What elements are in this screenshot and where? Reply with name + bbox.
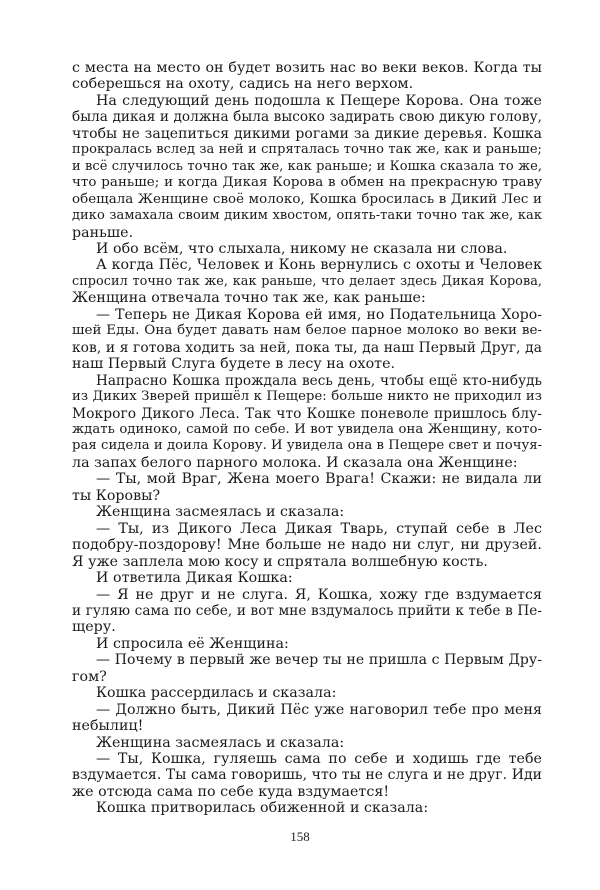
text-line: Я уже заплела мою косу и спрятала волшебную кость. <box>72 553 488 570</box>
text-line: вздумается. Ты сама говоришь, что ты не слуга и не друг. Иди <box>72 767 542 784</box>
body-text <box>72 60 542 817</box>
text-line: — Ты, из Дикого Леса Дикая Тварь, ступай себе в Лес <box>96 520 542 537</box>
page-number: 158 <box>290 829 310 844</box>
text-line: с места на место он будет возить нас во веки веков. Когда ты <box>72 60 542 76</box>
text-line: И обо всём, что слыхала, никому не сказала ни слова. <box>96 240 508 257</box>
text-line: чтобы не зацепиться дикими рогами за дикие деревья. Кошка <box>72 125 542 142</box>
text-line: Мокрого Дикого Леса. Так что Кошке поневоле пришлось блу- <box>72 405 542 422</box>
text-line: — Должно быть, Дикий Пёс уже наговорил тебе про меня <box>96 701 542 718</box>
text-line: ла запах белого парного молока. И сказала она Женщине: <box>72 454 518 471</box>
text-line: — Ты, мой Враг, Жена моего Врага! Скажи: не видала ли <box>96 471 542 488</box>
text-line: — Почему в первый же вечер ты не пришла с Первым Дру- <box>96 652 542 669</box>
text-line: рая сидела и доила Корову. И увидела она в Пещере свет и почуя- <box>72 438 543 454</box>
text-line: шей Еды. Она будет давать нам белое парное молоко во веки ве- <box>72 323 542 339</box>
text-line: наш Первый Слуга будете в лесу на охоте. <box>72 356 396 373</box>
text-line: подобру-поздорову! Мне больше не надо ни слуг, ни друзей. <box>72 537 542 554</box>
text-line: и всё случилось точно так же, как раньше; и Кошка сказала то же, <box>72 158 542 174</box>
text-line: — Теперь не Дикая Корова ей имя, но Подательница Хоро- <box>96 306 542 323</box>
text-line: обещала Женщине своё молоко, Кошка бросилась в Дикий Лес и <box>72 191 542 207</box>
text-line: И спросила её Женщина: <box>96 635 289 652</box>
text-line: соберешься на охоту, садись на него верхом. <box>72 76 414 93</box>
text-line: Напрасно Кошка прождала весь день, чтобы ещё кто-нибудь <box>96 372 542 389</box>
text-line: На следующий день подошла к Пещере Корова. Она тоже <box>96 92 542 109</box>
text-line: ты Коровы? <box>72 487 161 504</box>
text-line: же отсюда сама по себе куда вздумается! <box>72 783 390 800</box>
text-line: А когда Пёс, Человек и Конь вернулись с охоты и Человек <box>96 257 542 274</box>
text-line: была дикая и должна была высоко задирать свою дикую голову, <box>72 109 542 126</box>
text-line: небылиц! <box>72 718 144 735</box>
text-line: прокралась вслед за ней и спряталась точно так же, как и раньше; <box>72 142 542 158</box>
text-line: ждать одиноко, самой по себе. И вот увидела она Женщину, кото- <box>72 421 542 437</box>
text-line: что раньше; и когда Дикая Корова в обмен на прекрасную траву <box>72 175 542 191</box>
text-line: Кошка притворилась обиженной и сказала: <box>96 800 429 817</box>
text-line: щеру. <box>72 619 116 636</box>
text-line: гом? <box>72 668 107 685</box>
text-line: спросил точно так же, как раньше, что делает здесь Дикая Корова, <box>72 273 542 289</box>
text-line: из Диких Зверей пришёл к Пещере: больше никто не приходил из <box>72 389 542 405</box>
text-line: раньше. <box>72 224 134 241</box>
text-line: Женщина засмеялась и сказала: <box>96 734 345 751</box>
text-line: Женщина засмеялась и сказала: <box>96 504 345 521</box>
text-line: — Я не друг и не слуга. Я, Кошка, хожу где вздумается <box>96 586 542 603</box>
text-line: И ответила Дикая Кошка: <box>96 570 293 587</box>
text-line: — Ты, Кошка, гуляешь сама по себе и ходишь где тебе <box>96 751 542 768</box>
text-line: дико замахала своим диким хвостом, опять-таки точно так же, как <box>72 208 542 224</box>
text-line: и гуляю сама по себе, и вот мне вздумалось прийти к тебе в Пе- <box>72 602 542 619</box>
text-line: Кошка рассердилась и сказала: <box>96 685 337 702</box>
text-line: ков, и я готова ходить за ней, пока ты, да наш Первый Друг, да <box>72 339 542 356</box>
text-line: Женщина отвечала точно так же, как раньше: <box>72 290 426 307</box>
